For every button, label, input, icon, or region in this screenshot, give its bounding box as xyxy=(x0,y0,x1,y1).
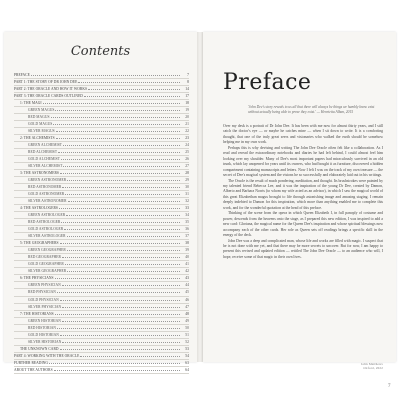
toc-leader-dots xyxy=(62,321,180,322)
toc-leader-dots xyxy=(56,131,180,132)
toc-entry-page: 28 xyxy=(185,171,189,176)
toc-entry xyxy=(14,240,189,247)
signature-name: John Matthews xyxy=(361,362,383,366)
toc-entry-title: RED MAGUS xyxy=(28,115,50,120)
toc-leader-dots xyxy=(56,138,180,139)
toc-leader-dots xyxy=(62,342,180,343)
toc-entry-title: RED ASTRONOMER xyxy=(28,185,62,190)
toc-leader-dots xyxy=(51,117,180,118)
toc-entry-page: 24 xyxy=(185,143,189,148)
toc-entry xyxy=(14,198,189,205)
toc-entry xyxy=(14,297,189,304)
toc-leader-dots xyxy=(63,145,180,146)
toc-entry-page: 46 xyxy=(185,297,189,302)
toc-entry-page: 18 xyxy=(185,101,189,106)
toc-leader-dots xyxy=(61,222,180,223)
toc-entry-title: SILVER MAGUS xyxy=(28,129,55,134)
toc-leader-dots xyxy=(60,335,180,336)
toc-leader-dots xyxy=(57,292,180,293)
toc-entry-title: GOLD ASTRONOMER xyxy=(28,192,65,197)
toc-entry-title: 6: THE PHYSICIANS xyxy=(20,276,54,281)
toc-entry-page: 30 xyxy=(185,185,189,190)
toc-entry-page: 17 xyxy=(185,94,189,99)
toc-entry xyxy=(14,93,189,100)
toc-leader-dots xyxy=(62,285,180,286)
preface-paragraph: Over my desk is a portrait of Dr John Dee. It has been with me now for almost thirty years, and I still catch the doctor's eye — or maybe he catches mine — when I sit down to write. It is a comforting thought, that one of the truly great seers and visionaries who walked the earth should be somehow helping me in my own work. xyxy=(223,124,383,145)
toc-entry-title: ABOUT THE AUTHORS xyxy=(14,367,53,372)
toc-entry-page: 14 xyxy=(185,87,189,92)
toc-entry-page: 45 xyxy=(185,290,189,295)
toc-entry xyxy=(14,72,189,79)
toc-leader-dots xyxy=(67,180,180,181)
toc-entry xyxy=(14,360,189,367)
toc-entry-title: FURTHER READING xyxy=(14,360,48,365)
toc-entry-title: GOLD ASTROLOGER xyxy=(28,227,64,232)
toc-leader-dots xyxy=(62,307,180,308)
toc-entry-title: SILVER GEOGRAPHER xyxy=(28,269,67,274)
toc-entry-title: 5: THE GEOGRAPHERS xyxy=(20,241,59,246)
toc-entry xyxy=(14,275,189,282)
toc-entry-page: 37 xyxy=(185,234,189,239)
toc-entry xyxy=(14,346,189,353)
toc-entry-title: GREEN GEOGRAPHER xyxy=(28,248,66,253)
preface-title: Preface xyxy=(223,70,312,95)
toc-entry-title: GREEN ASTRONOMER xyxy=(28,178,67,183)
toc-entry xyxy=(14,163,189,170)
preface-paragraph: Thinking of the scene from the opera in which Queen Elizabeth I, in full panoply of costume and power, descends from the heavens onto the stage, as I prepared this new edition, I was inspired to add a new card: Gloriana, the magical name for the Queen Dee's inspiration and whose spiritual blessings now accompany each of the other cards. Her role as Queen sets off readings brings a specific skill in the energy of the deck. xyxy=(223,211,383,238)
toc-leader-dots xyxy=(58,152,180,153)
toc-entry xyxy=(14,282,189,289)
toc-entry xyxy=(14,114,189,121)
toc-entry xyxy=(14,184,189,191)
toc-entry-title: 7: THE HISTORIANS xyxy=(20,311,54,316)
toc-leader-dots xyxy=(65,264,180,265)
toc-entry xyxy=(14,318,189,325)
toc-entry xyxy=(14,367,189,374)
toc-entry-page: 49 xyxy=(185,318,189,323)
toc-entry-title: SILVER ASTRONOMER xyxy=(28,199,67,204)
preface-paragraph: Perhaps this is why devising and writing The John Dee Oracle often felt like a collaboration. As I read and reread the extraordinary notebooks and diaries he had left behind, I could almost feel him looking over my shoulder. Many of Dee's most important papers had miraculously survived in an old trunk, which lay unopened for years until its owners, who had bought it as furniture, discovered a hidden compartment containing manuscripts and letters. Now I felt I was on the track of my own treasure — the secret of Dee's magical system and the visions he so successfully and elaborately laid out in his writings. xyxy=(223,145,383,178)
toc-leader-dots xyxy=(60,300,180,301)
toc-entry xyxy=(14,311,189,318)
toc-entry xyxy=(14,128,189,135)
toc-entry xyxy=(14,86,189,93)
toc-entry-page: 19 xyxy=(185,108,189,113)
toc-leader-dots xyxy=(31,75,180,76)
toc-entry-title: SILVER ALCHEMIST xyxy=(28,164,63,169)
toc-entry-title: RED PHYSICIAN xyxy=(28,290,56,295)
toc-leader-dots xyxy=(55,110,180,111)
toc-entry xyxy=(14,339,189,346)
toc-entry-page: 53 xyxy=(185,346,189,351)
toc-entry-title: 4: THE ASTROLOGERS xyxy=(20,206,58,211)
contents-page xyxy=(4,32,197,372)
toc-entry xyxy=(14,254,189,261)
toc-entry-title: 2: THE ALCHEMISTS xyxy=(20,136,55,141)
toc-entry-page: 64 xyxy=(185,367,189,372)
toc-leader-dots xyxy=(62,187,180,188)
page-number: 7 xyxy=(388,384,391,389)
preface-signature xyxy=(333,362,383,370)
toc-leader-dots xyxy=(66,215,180,216)
toc-entry-title: RED ALCHEMIST xyxy=(28,150,58,155)
toc-leader-dots xyxy=(59,208,180,209)
toc-entry-page: 38 xyxy=(185,241,189,246)
toc-entry-page: 43 xyxy=(185,276,189,281)
toc-entry-title: RED GEOGRAPHER xyxy=(28,255,61,260)
toc-entry-title: GREEN MAGUS xyxy=(28,108,55,113)
toc-entry-title: GREEN HISTORIAN xyxy=(28,318,61,323)
toc-entry-page: 54 xyxy=(185,353,189,358)
toc-entry-title: 3: THE ASTRONOMERS xyxy=(20,171,59,176)
toc-entry-page: 35 xyxy=(185,220,189,225)
toc-leader-dots xyxy=(43,103,180,104)
toc-leader-dots xyxy=(60,243,180,244)
signature-place-date: Oxford, 2022 xyxy=(363,366,383,371)
preface-epigraph: 'John Dee's story reveals to us all that there will always be things we humbly know exist without actually being able to prove they exist.' — Henrietta Alban, 2015 xyxy=(248,105,375,114)
toc-entry-page: 50 xyxy=(185,325,189,330)
toc-entry-title: GOLD ALCHEMIST xyxy=(28,157,60,162)
toc-leader-dots xyxy=(80,356,180,357)
toc-entry xyxy=(14,79,189,86)
preface-page xyxy=(203,32,396,389)
toc-entry xyxy=(14,142,189,149)
toc-entry-title: THE UNKNOWN CARD xyxy=(20,346,59,351)
toc-entry-page: 7 xyxy=(187,73,189,77)
toc-entry xyxy=(14,170,189,177)
toc-leader-dots xyxy=(55,278,180,279)
toc-entry xyxy=(14,205,189,212)
toc-leader-dots xyxy=(88,89,180,90)
toc-entry-title: PART 2: THE ORACLE AND HOW IT WORKS xyxy=(14,87,88,92)
toc-entry xyxy=(14,191,189,198)
toc-leader-dots xyxy=(67,250,180,251)
toc-entry-page: 47 xyxy=(185,304,189,309)
toc-entry-title: PART 4: WORKING WITH THE ORACLE xyxy=(14,353,80,358)
toc-entry-title: GOLD PHYSICIAN xyxy=(28,297,59,302)
preface-paragraph: The Oracle is the result of much pondering, meditation, and thought. Its brushstrokes were painted by my talented friend Rebecca Lee, and it was the inspiration of the young Dr Dee, created by Damon, Alberto and Barbara Norris (to whom my wife acted as an advisor), in which I saw the magical world of this great Elizabethan magus brought to life through astonishing image and amazing staging. I remain deeply indebted to Damon for this inspiration, which more than anything enabled me to complete this work, and for the wonderful quotation at the head of this preface. xyxy=(223,178,383,210)
toc-entry-page: 23 xyxy=(185,136,189,141)
toc-entry-page: 42 xyxy=(185,269,189,274)
toc-leader-dots xyxy=(67,236,180,237)
toc-entry-title: SILVER PHYSICIAN xyxy=(28,304,62,309)
toc-entry-page: 52 xyxy=(185,339,189,344)
toc-entry-title: RED ASTROLOGER xyxy=(28,220,61,225)
toc-entry-title: PART 3: THE ORACLE CARDS OUTLINED xyxy=(14,94,83,99)
toc-entry-title: GREEN ALCHEMIST xyxy=(28,143,62,148)
toc-leader-dots xyxy=(84,96,180,97)
toc-entry xyxy=(14,177,189,184)
toc-entry-page: 48 xyxy=(185,311,189,316)
preface-paragraph: John Dee was a deep and complicated man, whose life and works are filled with magic. I suspect that he is not done with me yet, and that there may be more secrets to uncover. But for now, I am happy to present this revised and updated edition — retitled The John Dee Oracle — to an audience who will, I hope, receive some of that magic in their own lives. xyxy=(223,238,383,259)
toc-leader-dots xyxy=(78,82,180,83)
toc-entry-page: 63 xyxy=(185,360,189,365)
toc-entry-page: 32 xyxy=(185,199,189,204)
toc-entry xyxy=(14,332,189,339)
toc-entry-title: PREFACE xyxy=(14,73,30,77)
toc-leader-dots xyxy=(53,124,180,125)
toc-entry-page: 20 xyxy=(185,115,189,120)
toc-entry-title: GREEN ASTROLOGER xyxy=(28,213,66,218)
toc-entry xyxy=(14,100,189,107)
toc-leader-dots xyxy=(55,314,180,315)
toc-leader-dots xyxy=(57,328,180,329)
toc-leader-dots xyxy=(54,370,180,371)
toc-entry-page: 40 xyxy=(185,255,189,260)
toc-entry-page: 31 xyxy=(185,192,189,197)
toc-entry-page: 27 xyxy=(185,164,189,169)
toc-entry xyxy=(14,226,189,233)
toc-entry-title: GREEN PHYSICIAN xyxy=(28,283,61,288)
toc-entry-page: 29 xyxy=(185,178,189,183)
toc-entry xyxy=(14,268,189,275)
toc-entry-page: 36 xyxy=(185,227,189,232)
toc-entry xyxy=(14,304,189,311)
toc-entry-title: GOLD HISTORIAN xyxy=(28,332,59,337)
toc-entry xyxy=(14,353,189,360)
toc-entry-page: 33 xyxy=(185,206,189,211)
toc-entry-title: GOLD MAGUS xyxy=(28,122,53,127)
toc-entry-page: 51 xyxy=(185,332,189,337)
toc-entry xyxy=(14,212,189,219)
toc-leader-dots xyxy=(65,194,180,195)
toc-entry-page: 34 xyxy=(185,213,189,218)
toc-leader-dots xyxy=(67,271,180,272)
toc-entry xyxy=(14,325,189,332)
toc-entry-page: 44 xyxy=(185,283,189,288)
toc-entry-page: 41 xyxy=(185,262,189,267)
toc-entry xyxy=(14,135,189,142)
toc-entry xyxy=(14,121,189,128)
toc-entry-page: 26 xyxy=(185,157,189,162)
toc-leader-dots xyxy=(62,257,180,258)
toc-entry-page: 22 xyxy=(185,129,189,134)
toc-leader-dots xyxy=(68,201,180,202)
toc-entry-title: SILVER HISTORIAN xyxy=(28,339,62,344)
toc-entry-title: GOLD GEOGRAPHER xyxy=(28,262,64,267)
toc-entry xyxy=(14,149,189,156)
toc-entry-title: RED HISTORIAN xyxy=(28,325,57,330)
toc-entry-page: 8 xyxy=(187,80,189,85)
toc-leader-dots xyxy=(64,229,180,230)
toc-entry-title: PART 1: THE STORY OF DR JOHN DEE xyxy=(14,80,78,85)
toc-leader-dots xyxy=(60,349,180,350)
contents-title: Contents xyxy=(70,44,131,59)
toc-entry xyxy=(14,289,189,296)
toc-entry-page: 21 xyxy=(185,122,189,127)
toc-entry xyxy=(14,261,189,268)
toc-leader-dots xyxy=(49,363,180,364)
toc-entry xyxy=(14,156,189,163)
toc-entry-page: 39 xyxy=(185,248,189,253)
toc-entry-page: 25 xyxy=(185,150,189,155)
toc-leader-dots xyxy=(60,173,180,174)
table-of-contents xyxy=(14,72,189,374)
toc-leader-dots xyxy=(61,159,180,160)
toc-entry xyxy=(14,219,189,226)
toc-entry xyxy=(14,107,189,114)
toc-leader-dots xyxy=(63,166,180,167)
preface-body xyxy=(223,124,383,260)
toc-entry-title: SILVER ASTROLOGER xyxy=(28,234,66,239)
toc-entry xyxy=(14,233,189,240)
toc-entry xyxy=(14,247,189,254)
toc-entry-title: 1: THE MAGI xyxy=(20,101,42,106)
